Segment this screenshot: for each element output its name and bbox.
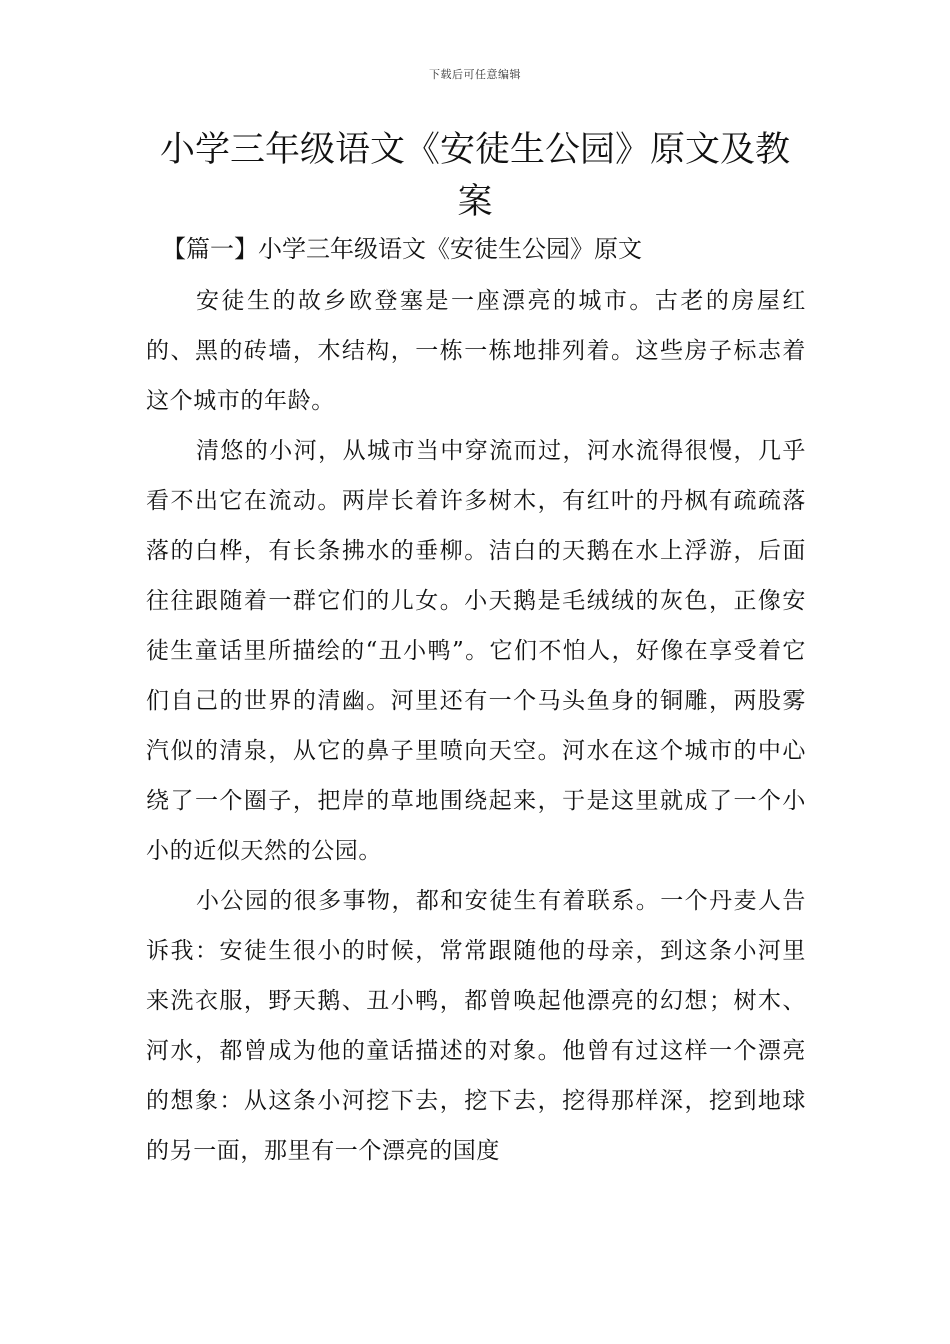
paragraph-3: 小公园的很多事物，都和安徒生有着联系。一个丹麦人告诉我：安徒生很小的时候，常常跟随他的母亲，到这条小河里来洗衣服，野天鹅、丑小鸭，都曾唤起他漂亮的幻想；树木、河水，都曾成为他的童话描述的对象。他曾有过这样一个漂亮的想象：从这条小河挖下去，挖下去，挖得那样深，挖到地球的另一面，那里有一个漂亮的国度 [146,888,806,1164]
paragraph-2: 清悠的小河，从城市当中穿流而过，河水流得很慢，几乎看不出它在流动。两岸长着许多树木，有红叶的丹枫有疏疏落落的白桦，有长条拂水的垂柳。洁白的天鹅在水上浮游，后面往往跟随着一群它们的儿女。小天鹅是毛绒绒的灰色，正像安徒生童话里所描绘的“丑小鸭”。它们不怕人，好像在享受着它们自己的世界的清幽。河里还有一个马头鱼身的铜雕，两股雾汽似的清泉，从它的鼻子里喷向天空。河水在这个城市的中心绕了一个圈子，把岸的草地围绕起来，于是这里就成了一个小小的近似天然的公园。 [146,438,806,864]
header-note: 下载后可任意编辑 [429,68,521,81]
page-title: 小学三年级语文《安徒生公园》原文及教案 [159,130,790,222]
body-text [146,276,806,1176]
paragraph-1: 安徒生的故乡欧登塞是一座漂亮的城市。古老的房屋红的、黑的砖墙，木结构，一栋一栋地排列着。这些房子标志着这个城市的年龄。 [146,288,806,414]
section-heading: 【篇一】小学三年级语文《安徒生公园》原文 [162,235,642,263]
